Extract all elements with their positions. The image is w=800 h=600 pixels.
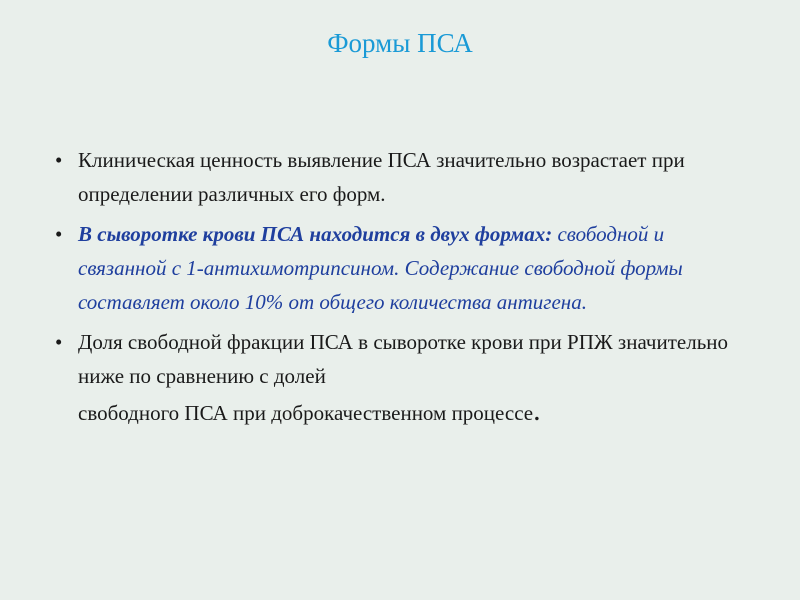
- bullet-text-line-2: [78, 393, 755, 433]
- bullet-item-2: [55, 217, 755, 319]
- bullet-text: свободной и связанной с 1-антихимотрипсином. Содержание свободной формы составляет около 10% от общего количества антигена.: [78, 222, 683, 314]
- bullet-item-3: [55, 325, 755, 433]
- bullet-list: [55, 143, 755, 439]
- bullet-text-line-1: Доля свободной фракции ПСА в сыворотке крови при РПЖ значительно ниже по сравнению с долей: [78, 330, 729, 388]
- slide-title: Формы ПСА: [327, 28, 473, 58]
- bullet-end-period: .: [533, 394, 541, 427]
- bullet-item-1: [55, 143, 755, 211]
- bullet-marker: •: [55, 222, 63, 246]
- bullet-text-line-2-content: свободного ПСА при доброкачественном процессе: [78, 401, 534, 425]
- bullet-marker: •: [55, 330, 63, 354]
- bullet-lead-text: В сыворотке крови ПСА находится в двух формах:: [78, 222, 553, 246]
- bullet-marker: •: [55, 148, 63, 172]
- bullet-text: Клиническая ценность выявление ПСА значительно возрастает при определении различных его форм.: [78, 148, 685, 206]
